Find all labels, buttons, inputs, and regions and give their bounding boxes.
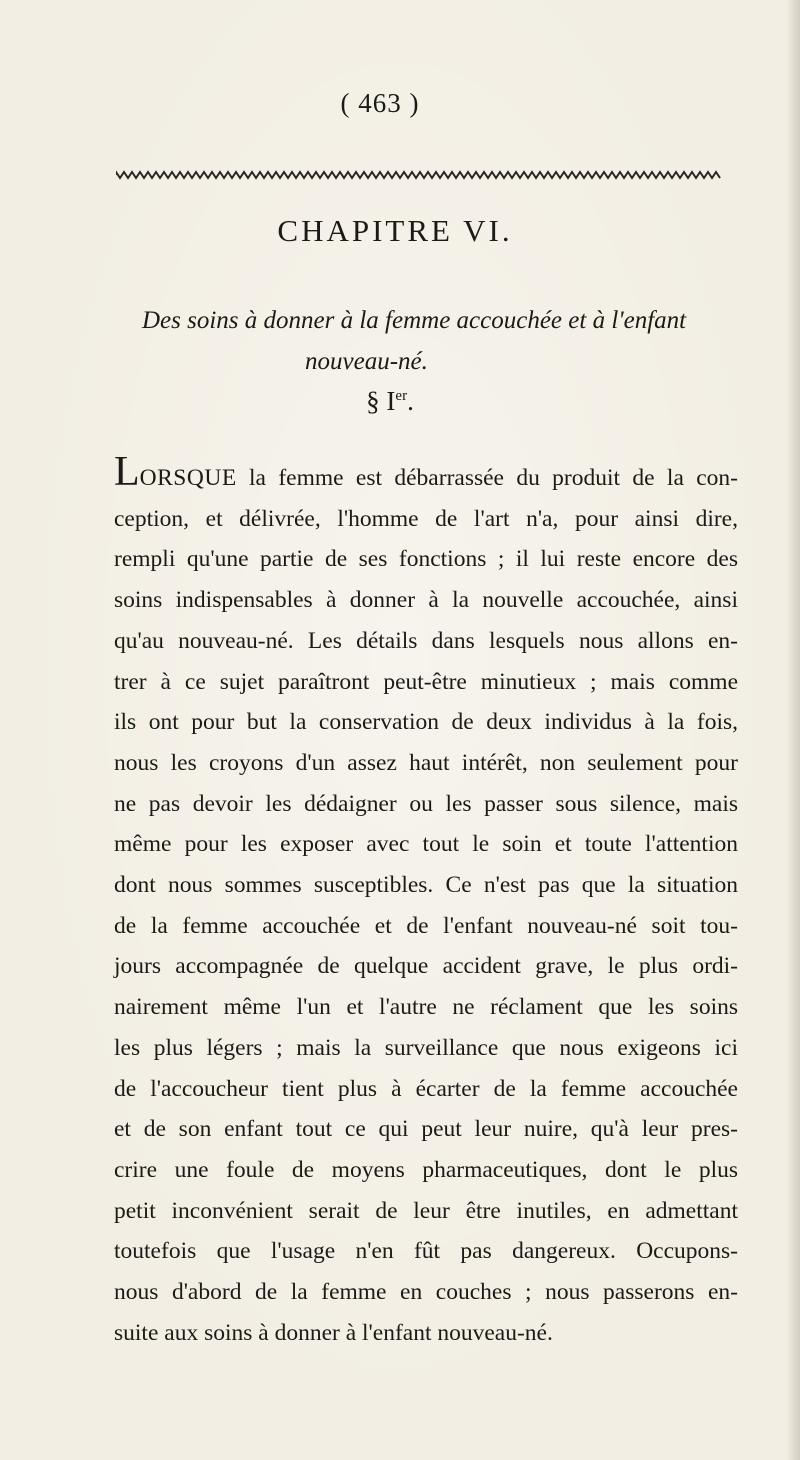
paragraph-line: toutefois que l'usage n'en fût pas dangereux. Occupons- — [114, 1238, 738, 1265]
paragraph-line: et de son enfant tout ce qui peut leur nuire, qu'à leur pres- — [114, 1116, 738, 1143]
paragraph-line: crire une foule de moyens pharmaceutiques, dont le plus — [114, 1156, 738, 1183]
section-symbol: § I — [366, 386, 396, 416]
paragraph-line: dont nous sommes susceptibles. Ce n'est pas que la situation — [114, 872, 738, 899]
paragraph-line: jours accompagnée de quelque accident grave, le plus ordi- — [114, 953, 738, 980]
section-superscript: er — [395, 388, 408, 404]
first-word-rest: ORSQUE — [139, 465, 237, 491]
paragraph-line: petit inconvénient serait de leur être inutiles, en admettant — [114, 1197, 738, 1224]
paragraph-line — [114, 449, 738, 499]
paragraph-line: trer à ce sujet paraîtront peut-être minutieux ; mais comme — [114, 668, 738, 695]
section-suffix: . — [407, 386, 414, 416]
chapter-title: CHAPITRE VI. — [277, 213, 513, 248]
paragraph-line: de la femme accouchée et de l'enfant nouveau-né soit tou- — [114, 912, 738, 939]
ornamental-rule — [116, 170, 721, 180]
line-text: la femme est débarrassée du produit de la con- — [236, 465, 738, 491]
chapter-subtitle — [142, 300, 742, 382]
paragraph-line: qu'au nouveau-né. Les détails dans lesquels nous allons en- — [114, 627, 738, 654]
paragraph-line: même pour les exposer avec tout le soin et toute l'attention — [114, 831, 738, 858]
paragraph-line: soins indispensables à donner à la nouvelle accouchée, ainsi — [114, 587, 738, 614]
subtitle-line-2: nouveau-né. — [305, 348, 428, 375]
paragraph-line: nous les croyons d'un assez haut intérêt, non seulement pour — [114, 749, 738, 776]
page-number: ( 463 ) — [340, 88, 420, 118]
paragraph-line: suite aux soins à donner à l'enfant nouveau-né. — [114, 1319, 553, 1346]
paragraph-line: ception, et délivrée, l'homme de l'art n'a, pour ainsi dire, — [114, 505, 738, 532]
paragraph-line: ne pas devoir les dédaigner ou les passer sous silence, mais — [114, 790, 738, 817]
paragraph-line: ils ont pour but la conservation de deux individus à la fois, — [114, 709, 738, 736]
paragraph-line: de l'accoucheur tient plus à écarter de la femme accouchée — [114, 1075, 738, 1102]
drop-letter: L — [114, 449, 140, 495]
page-edge-shadow — [786, 0, 800, 1460]
paragraph-line: rempli qu'une partie de ses fonctions ; il lui reste encore des — [114, 546, 738, 573]
subtitle-line-1: Des soins à donner à la femme accouchée et à l'enfant — [142, 307, 687, 334]
paragraph-line: les plus légers ; mais la surveillance que nous exigeons ici — [114, 1034, 738, 1061]
paragraph-line: nairement même l'un et l'autre ne réclament que les soins — [114, 994, 738, 1021]
body-paragraph — [114, 449, 738, 1353]
section-heading — [0, 386, 780, 417]
paragraph-line: nous d'abord de la femme en couches ; nous passerons en- — [114, 1279, 738, 1306]
